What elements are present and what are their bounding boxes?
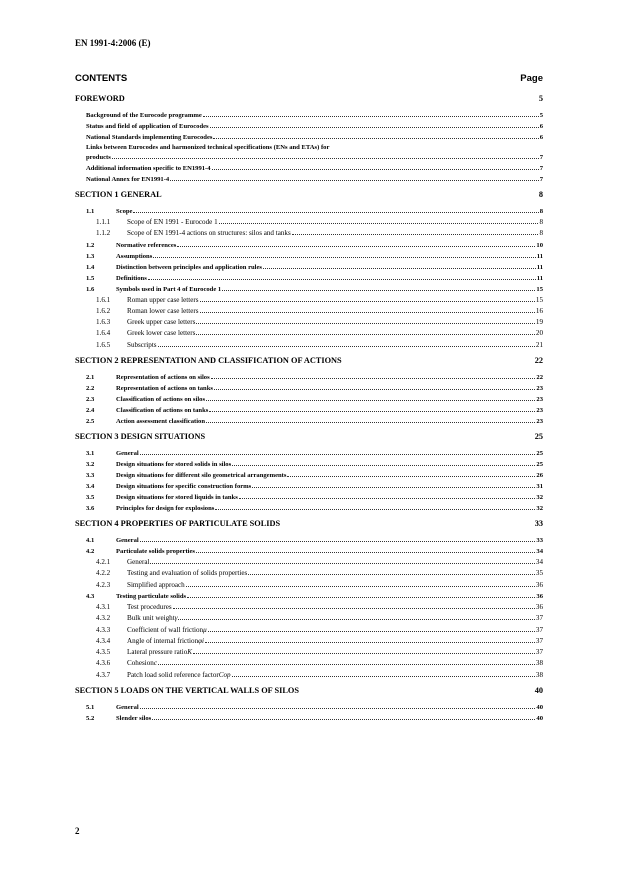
toc-entry[interactable] (75, 372, 543, 383)
toc-entry[interactable] (75, 546, 543, 557)
section-page: 33 (534, 519, 543, 529)
entry-number: 1.6.1 (96, 295, 111, 304)
toc-entry[interactable] (75, 317, 543, 328)
entry-number: 3.5 (86, 494, 95, 502)
entry-number: 1.6.2 (96, 306, 111, 315)
entry-symbol: μ (203, 625, 207, 634)
entry-page: 11 (536, 252, 543, 260)
entry-page: 6 (539, 123, 543, 130)
entry-page: 36 (536, 592, 543, 600)
entry-number: 5.2 (86, 715, 95, 723)
toc-entry[interactable] (75, 459, 543, 470)
entry-text: Classification of actions on tanks (116, 407, 209, 415)
entry-text: Definitions (116, 274, 147, 282)
entry-number: 2.5 (86, 418, 95, 426)
toc-entry[interactable] (75, 481, 543, 492)
entry-text: Principles for design for explosions (116, 505, 215, 513)
toc-section-1[interactable] (75, 190, 543, 199)
toc-section-5[interactable] (75, 686, 543, 695)
toc-section-4[interactable] (75, 519, 543, 528)
entry-number: 3.3 (86, 472, 95, 480)
entry-page: 26 (536, 472, 543, 480)
entry-number: 1.1.1 (96, 218, 111, 226)
entry-page: 15 (536, 285, 543, 293)
entry-symbol: γ (174, 614, 178, 623)
entry-page: 25 (536, 450, 543, 458)
toc-entry[interactable] (75, 713, 543, 724)
entry-text: General (127, 558, 150, 567)
entry-text: National Annex for EN1991-4 (86, 176, 170, 183)
entry-number: 3.1 (86, 450, 95, 458)
toc-entry[interactable] (75, 647, 543, 658)
toc-section-foreword[interactable] (75, 94, 543, 103)
entry-number: 1.6.4 (96, 329, 111, 338)
entry-page: 32 (536, 494, 543, 502)
toc-entry[interactable] (75, 251, 543, 262)
entry-number: 1.6 (86, 285, 95, 293)
section-title: SECTION 1 GENERAL (75, 190, 162, 199)
entry-number: 1.6.5 (96, 340, 111, 349)
entry-page: 8 (539, 208, 543, 215)
entry-page: 36 (535, 602, 543, 611)
toc-entry[interactable] (75, 328, 543, 339)
entry-number: 4.3.5 (96, 648, 111, 657)
entry-text: Test procedures (127, 602, 172, 611)
entry-text: Representation of actions on tanks (116, 385, 213, 393)
entry-number: 1.3 (86, 252, 95, 260)
entry-text: Background of the Eurocode programme (86, 112, 202, 119)
entry-page: 31 (536, 483, 543, 491)
entry-page: 40 (536, 704, 543, 712)
toc-entry[interactable] (75, 470, 543, 481)
entry-text: Design situations for specific construction forms (116, 483, 252, 491)
entry-text: Representation of actions on silos (116, 374, 210, 382)
toc-section-3[interactable] (75, 432, 543, 441)
section-title: SECTION 4 PROPERTIES OF PARTICULATE SOLIDS (75, 519, 281, 529)
entry-page: 37 (535, 625, 543, 634)
entry-page: 19 (535, 318, 543, 327)
toc-entry[interactable] (75, 163, 543, 174)
toc-entry[interactable] (75, 568, 543, 579)
entry-number: 2.1 (86, 374, 95, 382)
toc-entry[interactable] (75, 228, 543, 239)
section-title: SECTION 5 LOADS ON THE VERTICAL WALLS OF SILOS (75, 686, 299, 696)
toc-entry[interactable] (75, 240, 543, 251)
entry-page: 40 (536, 715, 543, 723)
entry-text: Status and field of application of Eurocodes (86, 123, 209, 130)
toc-entry-wrapped[interactable] (75, 143, 543, 163)
toc-entry[interactable] (75, 580, 543, 591)
section-page: 22 (534, 356, 543, 366)
entry-text: Patch load solid reference factor (127, 670, 219, 679)
toc-entry[interactable] (75, 448, 543, 459)
entry-number: 4.3.2 (96, 614, 111, 623)
entry-text: Normative references (116, 241, 177, 249)
entry-text: Testing and evaluation of solids properties (127, 569, 248, 578)
toc-entry[interactable] (75, 306, 543, 317)
entry-page: 37 (535, 614, 543, 623)
section-page: 5 (538, 94, 543, 103)
page-column-label: Page (520, 73, 543, 84)
entry-text: Subscripts (127, 340, 157, 349)
entry-text: Slender silos (116, 715, 152, 723)
entry-page: 21 (535, 340, 543, 349)
entry-number: 3.2 (86, 461, 95, 469)
entry-page: 38 (535, 659, 543, 668)
entry-symbol: φi (198, 636, 205, 645)
entry-text: Greek lower case letters (127, 329, 196, 338)
entry-number: 3.6 (86, 505, 95, 513)
entry-text: Lateral pressure ratio (127, 648, 188, 657)
toc-entry[interactable] (75, 405, 543, 416)
entry-number: 4.1 (86, 537, 95, 545)
contents-heading (75, 73, 543, 86)
entry-page: 33 (536, 537, 543, 545)
entry-page: 15 (535, 295, 543, 304)
entry-number: 4.2.1 (96, 558, 111, 567)
toc-entry[interactable] (75, 535, 543, 546)
entry-page: 34 (536, 548, 543, 556)
toc-entry[interactable] (75, 121, 543, 132)
entry-number: 2.4 (86, 407, 95, 415)
entry-page: 23 (536, 407, 543, 415)
entry-text: Greek upper case letters (127, 318, 196, 327)
toc-entry[interactable] (75, 394, 543, 405)
entry-number: 4.3.1 (96, 602, 111, 611)
entry-page: 23 (536, 418, 543, 426)
entry-text: Bulk unit weight (127, 614, 175, 623)
toc-entry[interactable] (75, 416, 543, 427)
entry-text: General (116, 704, 139, 712)
entry-page: 32 (536, 505, 543, 513)
entry-text: Design situations for stored liquids in tanks (116, 494, 238, 502)
entry-text: Particulate solids properties (116, 548, 195, 556)
entry-page: 25 (536, 461, 543, 469)
entry-number: 4.2 (86, 548, 95, 556)
toc-section-2[interactable] (75, 356, 543, 365)
entry-text: Additional information specific to EN1991-4 (86, 165, 211, 172)
toc-entry[interactable] (75, 625, 543, 636)
entry-number: 1.1.2 (96, 229, 111, 238)
table-of-contents (75, 94, 543, 724)
entry-page: 37 (535, 648, 543, 657)
section-page: 8 (538, 190, 543, 199)
entry-text: Action assessment classification (116, 418, 206, 426)
entry-number: 1.2 (86, 241, 95, 249)
entry-text: General (116, 450, 139, 458)
entry-number: 4.2.3 (96, 580, 111, 589)
entry-text: Scope of EN 1991 - Eurocode 1 (127, 218, 218, 226)
entry-page: 8 (539, 218, 543, 226)
entry-page: 7 (539, 176, 543, 183)
entry-number: 4.3.6 (96, 659, 111, 668)
entry-text: Scope (116, 208, 133, 215)
toc-entry[interactable] (75, 132, 543, 143)
entry-number: 4.3.4 (96, 636, 111, 645)
section-title: SECTION 3 DESIGN SITUATIONS (75, 432, 206, 442)
entry-page: 10 (536, 241, 543, 249)
toc-entry[interactable] (75, 262, 543, 273)
section-page: 25 (534, 432, 543, 442)
entry-text: Distinction between principles and application rules (116, 263, 262, 271)
entry-text: Coefficient of wall friction (127, 625, 204, 634)
contents-title: CONTENTS (75, 73, 128, 84)
entry-text: Classification of actions on silos (116, 396, 206, 404)
toc-entry[interactable] (75, 557, 543, 568)
toc-entry[interactable] (75, 295, 543, 306)
toc-entry[interactable] (75, 174, 543, 185)
entry-page: 6 (539, 134, 543, 141)
entry-page: 37 (535, 636, 543, 645)
toc-entry[interactable] (75, 110, 543, 121)
entry-text: Testing particulate solids (116, 592, 187, 600)
toc-entry[interactable] (75, 670, 543, 681)
section-title: SECTION 2 REPRESENTATION AND CLASSIFICATION OF ACTIONS (75, 356, 342, 366)
entry-text: Scope of EN 1991-4 actions on structures: silos and tanks (127, 229, 291, 238)
entry-symbol: K (187, 648, 193, 657)
entry-number: 3.4 (86, 483, 95, 491)
entry-number: 5.1 (86, 704, 95, 712)
toc-entry[interactable] (75, 284, 543, 295)
entry-number: 4.3 (86, 592, 95, 600)
entry-text: National Standards implementing Eurocodes (86, 134, 213, 141)
toc-entry[interactable] (75, 206, 543, 217)
toc-entry[interactable] (75, 613, 543, 624)
entry-page: 23 (536, 396, 543, 404)
section-page: 40 (534, 686, 543, 696)
entry-page: 34 (535, 558, 543, 567)
document-header: EN 1991-4:2006 (E) (75, 38, 151, 48)
toc-entry[interactable] (75, 383, 543, 394)
entry-page: 11 (536, 263, 543, 271)
toc-entry[interactable] (75, 217, 543, 228)
entry-text-continued: products (86, 154, 111, 161)
section-title: FOREWORD (75, 94, 125, 103)
entry-page: 7 (539, 165, 543, 172)
entry-text: Symbols used in Part 4 of Eurocode 1 (116, 285, 222, 293)
entry-number: 1.5 (86, 274, 95, 282)
entry-page: 36 (535, 580, 543, 589)
entry-text: Links between Eurocodes and harmonized technical specifications (ENs and ETAs) for (86, 144, 330, 151)
entry-text: Roman lower case letters (127, 306, 199, 315)
entry-number: 4.2.2 (96, 569, 111, 578)
entry-text: Assumptions (116, 252, 153, 260)
entry-text: Design situations for different silo geometrical arrangements (116, 472, 287, 480)
entry-number: 2.3 (86, 396, 95, 404)
entry-number: 4.3.7 (96, 670, 111, 679)
entry-number: 1.6.3 (96, 318, 111, 327)
entry-text: Design situations for stored solids in silos (116, 461, 232, 469)
toc-entry[interactable] (75, 636, 543, 647)
entry-page: 11 (536, 274, 543, 282)
toc-entry[interactable] (75, 503, 543, 514)
entry-symbol: Cop (218, 670, 231, 679)
entry-page: 22 (536, 374, 543, 382)
entry-text: Cohesion (127, 659, 154, 668)
entry-page: 23 (536, 385, 543, 393)
entry-number: 1.1 (86, 208, 95, 215)
entry-page: 38 (535, 670, 543, 679)
entry-page: 35 (535, 569, 543, 578)
entry-number: 1.4 (86, 263, 95, 271)
entry-number: 2.2 (86, 385, 95, 393)
toc-entry[interactable] (75, 492, 543, 503)
toc-entry[interactable] (75, 602, 543, 613)
entry-page: 5 (539, 112, 543, 119)
entry-symbol: c (153, 659, 157, 668)
entry-number: 4.3.3 (96, 625, 111, 634)
entry-text: Simplified approach (127, 580, 185, 589)
toc-entry[interactable] (75, 340, 543, 351)
page-number: 2 (75, 826, 80, 836)
toc-entry[interactable] (75, 591, 543, 602)
entry-page: 16 (535, 306, 543, 315)
entry-page: 7 (539, 154, 543, 161)
toc-entry[interactable] (75, 702, 543, 713)
entry-text: Roman upper case letters (127, 295, 199, 304)
entry-page: 8 (539, 229, 543, 238)
toc-entry[interactable] (75, 273, 543, 284)
toc-entry[interactable] (75, 658, 543, 669)
entry-text: General (116, 537, 139, 545)
entry-page: 20 (535, 329, 543, 338)
entry-text: Angle of internal friction (127, 636, 199, 645)
